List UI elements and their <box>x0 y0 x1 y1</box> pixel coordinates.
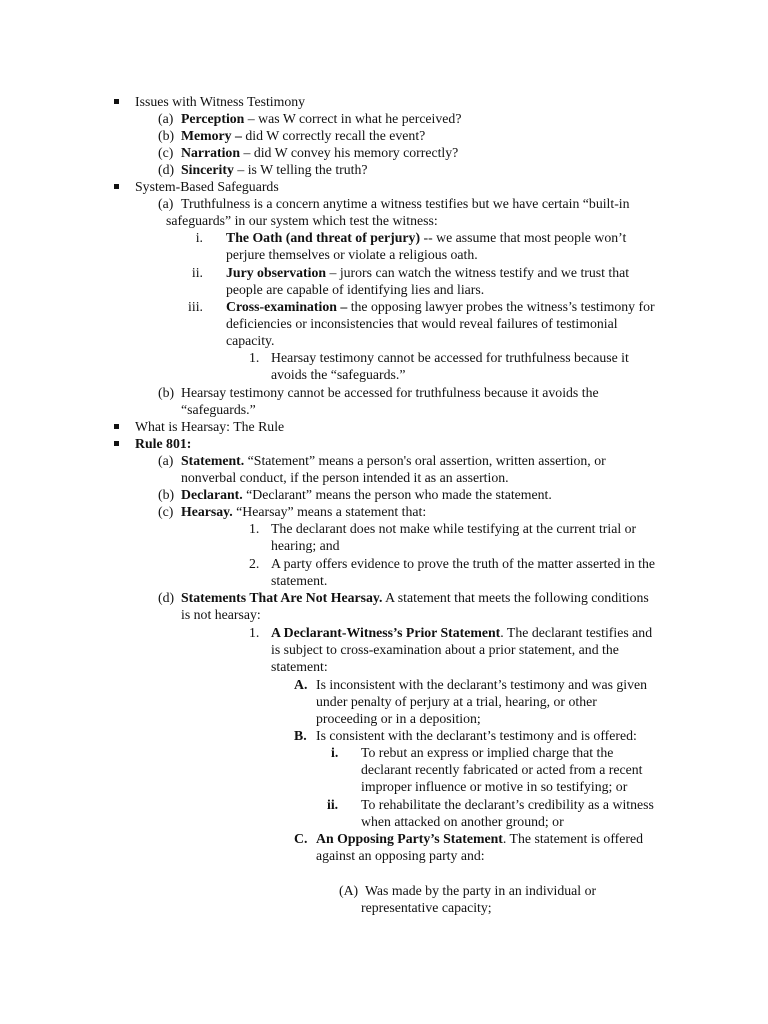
bullet-marker <box>114 99 119 104</box>
list-marker <box>294 676 307 693</box>
term: Declarant. <box>181 487 243 502</box>
list-item <box>181 110 461 127</box>
list-item <box>181 127 425 144</box>
text: did W correctly recall the event? <box>241 128 426 143</box>
list-marker: ii. <box>191 265 203 280</box>
paragraph-line: Is consistent with the declarant’s testimony and is offered: <box>316 728 637 743</box>
paragraph-line: against an opposing party and: <box>316 848 485 863</box>
text: “Hearsay” means a statement that: <box>232 504 427 519</box>
list-marker: (a) <box>158 196 174 211</box>
paragraph-line: To rebut an express or implied charge that the <box>361 745 614 760</box>
term: Jury observation <box>226 265 327 280</box>
list-item <box>181 589 649 606</box>
list-marker: 1. <box>249 625 260 640</box>
paragraph-line: people are capable of identifying lies and liars. <box>226 282 485 297</box>
paragraph-line: hearing; and <box>271 538 340 553</box>
term: Perception <box>181 111 245 126</box>
marker-text: B. <box>294 728 307 743</box>
paragraph-line: Truthfulness is a concern anytime a witness testifies but we have certain “built-in <box>181 196 630 211</box>
term: Cross-examination – <box>226 299 348 314</box>
list-item <box>271 624 652 641</box>
term: Memory – <box>181 128 242 143</box>
list-item <box>226 298 655 315</box>
list-marker: (b) <box>158 128 175 143</box>
section-heading: Issues with Witness Testimony <box>135 94 306 109</box>
list-marker: (d) <box>158 162 175 177</box>
paragraph-line: A party offers evidence to prove the truth of the matter asserted in the <box>271 556 656 571</box>
term: Statement. <box>181 453 245 468</box>
paragraph-line: nonverbal conduct, if the person intended it as an assertion. <box>181 470 509 485</box>
list-marker: (a) <box>158 453 174 468</box>
paragraph-line: Is inconsistent with the declarant’s testimony and was given <box>316 677 648 692</box>
list-item <box>226 229 626 246</box>
list-item <box>181 486 552 503</box>
paragraph-line: To rehabilitate the declarant’s credibility as a witness <box>361 797 654 812</box>
bullet-marker <box>114 424 119 429</box>
paragraph-line: declarant recently fabricated or acted from a recent <box>361 762 643 777</box>
list-marker: iii. <box>188 299 203 314</box>
term: An Opposing Party’s Statement <box>316 831 503 846</box>
text: -- we assume that most people won’t <box>420 230 627 245</box>
term: The Oath (and threat of perjury) <box>226 230 421 245</box>
paragraph-line: safeguards” in our system which test the witness: <box>166 213 438 228</box>
bullet-marker <box>114 184 119 189</box>
term: Hearsay. <box>181 504 233 519</box>
paragraph-line: improper influence or motive in so testifying; or <box>361 779 628 794</box>
list-item <box>181 503 426 520</box>
term: A Declarant-Witness’s Prior Statement <box>271 625 501 640</box>
section-heading <box>135 435 191 452</box>
paragraph-line: is not hearsay: <box>181 607 261 622</box>
text: – did W convey his memory correctly? <box>240 145 459 160</box>
paragraph-line: under penalty of perjury at a trial, hearing, or other <box>316 694 597 709</box>
term: Narration <box>181 145 241 160</box>
list-marker: (b) <box>158 385 175 400</box>
list-marker: (a) <box>158 111 174 126</box>
list-marker: i. <box>195 230 203 245</box>
text: . The declarant testifies and <box>500 625 653 640</box>
text: “Statement” means a person's oral assertion, written assertion, or <box>244 453 606 468</box>
text: . The statement is offered <box>502 831 644 846</box>
term: Statements That Are Not Hearsay. <box>181 590 383 605</box>
marker-text: A. <box>294 677 308 692</box>
paragraph-line: proceeding or in a deposition; <box>316 711 481 726</box>
paragraph-line: Hearsay testimony cannot be accessed for truthfulness because it avoids the <box>181 385 599 400</box>
text: “Declarant” means the person who made the statement. <box>242 487 552 502</box>
text: – jurors can watch the witness testify and we trust that <box>326 265 630 280</box>
paragraph-line: statement: <box>271 659 328 674</box>
marker-text: ii. <box>327 797 339 812</box>
bullet-marker <box>114 441 119 446</box>
list-marker <box>294 830 307 847</box>
section-heading: System-Based Safeguards <box>135 179 279 194</box>
list-marker <box>327 796 338 813</box>
list-marker: 1. <box>249 350 260 365</box>
paragraph-line: perjure themselves or violate a religious oath. <box>226 247 478 262</box>
rule-title: Rule 801: <box>135 436 192 451</box>
term: Sincerity <box>181 162 234 177</box>
list-marker <box>294 727 307 744</box>
list-item <box>181 144 458 161</box>
text: – is W telling the truth? <box>233 162 368 177</box>
paragraph-line: deficiencies or inconsistencies that would reveal failures of testimonial <box>226 316 618 331</box>
list-marker: (c) <box>158 145 174 160</box>
section-heading: What is Hearsay: The Rule <box>135 419 285 434</box>
paragraph-line: “safeguards.” <box>181 402 256 417</box>
paragraph-line: statement. <box>271 573 328 588</box>
list-item <box>181 161 368 178</box>
list-marker: (b) <box>158 487 175 502</box>
paragraph-line: when attacked on another ground; or <box>361 814 564 829</box>
paragraph-line: The declarant does not make while testifying at the current trial or <box>271 521 637 536</box>
paragraph-line: avoids the “safeguards.” <box>271 367 406 382</box>
marker-text: C. <box>294 831 308 846</box>
paragraph-line: capacity. <box>226 333 275 348</box>
list-item <box>181 452 606 469</box>
text: the opposing lawyer probes the witness’s testimony for <box>347 299 655 314</box>
list-marker <box>331 744 338 761</box>
list-marker: (c) <box>158 504 174 519</box>
paragraph-line: representative capacity; <box>361 900 492 915</box>
list-marker: (d) <box>158 590 175 605</box>
list-marker: (A) <box>339 883 359 898</box>
text: – was W correct in what he perceived? <box>244 111 462 126</box>
paragraph-line: Was made by the party in an individual or <box>365 883 597 898</box>
marker-text: i. <box>331 745 339 760</box>
list-item <box>316 830 643 847</box>
paragraph-line: Hearsay testimony cannot be accessed for truthfulness because it <box>271 350 629 365</box>
paragraph-line: is subject to cross-examination about a prior statement, and the <box>271 642 619 657</box>
list-marker: 2. <box>249 556 260 571</box>
list-item <box>226 264 629 281</box>
list-marker: 1. <box>249 521 260 536</box>
text: A statement that meets the following conditions <box>382 590 649 605</box>
